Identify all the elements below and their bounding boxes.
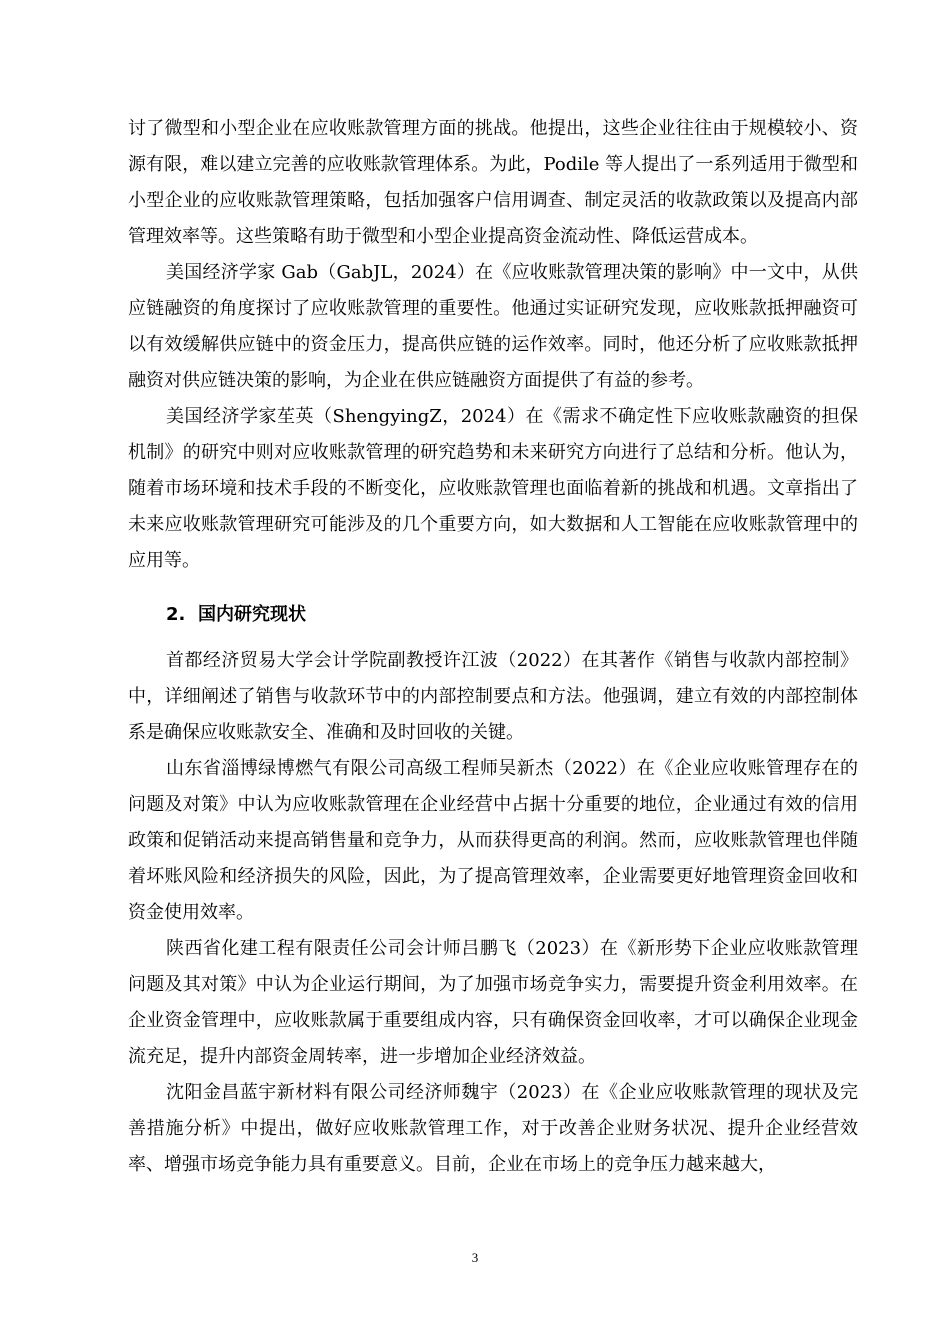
paragraph-wu-xinjie: 山东省淄博绿博燃气有限公司高级工程师吴新杰（2022）在《企业应收账管理存在的问题及对策》中认为应收账款管理在企业经营中占据十分重要的地位，企业通过有效的信用政策和促销活动来提高销售量和竞争力，从而获得更高的利润。然而，应收账款管理也伴随着坏账风险和经济损失的风险，因此，为了提高管理效率，企业需要更好地管理资金回收和资金使用效率。 bbox=[128, 758, 858, 923]
section-heading bbox=[128, 597, 858, 633]
page-body bbox=[128, 111, 858, 1183]
paragraph-wei-yu: 沈阳金昌蓝宇新材料有限公司经济师魏宇（2023）在《企业应收账款管理的现状及完善措施分析》中提出，做好应收账款管理工作，对于改善企业财务状况、提升企业经营效率、增强市场竞争能力具有重要意义。目前，企业在市场上的竞争压力越来越大， bbox=[128, 1082, 858, 1175]
section-title: 国内研究现状 bbox=[198, 604, 306, 625]
paragraph-lv-pengfei: 陕西省化建工程有限责任公司会计师吕鹏飞（2023）在《新形势下企业应收账款管理问题及其对策》中认为企业运行期间，为了加强市场竞争实力，需要提升资金利用效率。在企业资金管理中，应收账款属于重要组成内容，只有确保资金回收率，才可以确保企业现金流充足，提升内部资金周转率，进一步增加企业经济效益。 bbox=[128, 938, 858, 1067]
paragraph-gab: 美国经济学家 Gab（GabJL，2024）在《应收账款管理决策的影响》中一文中，从供应链融资的角度探讨了应收账款管理的重要性。他通过实证研究发现，应收账款抵押融资可以有效缓解供应链中的资金压力，提高供应链的运作效率。同时，他还分析了应收账款抵押融资对供应链决策的影响，为企业在供应链融资方面提供了有益的参考。 bbox=[128, 262, 858, 391]
paragraph-shengying: 美国经济学家苼英（ShengyingZ，2024）在《需求不确定性下应收账款融资的担保机制》的研究中则对应收账款管理的研究趋势和未来研究方向进行了总结和分析。他认为，随着市场环境和技术手段的不断变化，应收账款管理也面临着新的挑战和机遇。文章指出了未来应收账款管理研究可能涉及的几个重要方向，如大数据和人工智能在应收账款管理中的应用等。 bbox=[128, 406, 858, 571]
section-number: 2. bbox=[166, 604, 186, 625]
page-number: 3 bbox=[471, 1250, 479, 1265]
paragraph-xu-jiangbo: 首都经济贸易大学会计学院副教授许江波（2022）在其著作《销售与收款内部控制》中，详细阐述了销售与收款环节中的内部控制要点和方法。他强调，建立有效的内部控制体系是确保应收账款安全、准确和及时回收的关键。 bbox=[128, 650, 858, 743]
paragraph-continued: 讨了微型和小型企业在应收账款管理方面的挑战。他提出，这些企业往往由于规模较小、资源有限，难以建立完善的应收账款管理体系。为此，Podile 等人提出了一系列适用于微型和小型企业的应收账款管理策略，包括加强客户信用调查、制定灵活的收款政策以及提高内部管理效率等。这些策略有助于微型和小型企业提高资金流动性、降低运营成本。 bbox=[128, 118, 858, 247]
